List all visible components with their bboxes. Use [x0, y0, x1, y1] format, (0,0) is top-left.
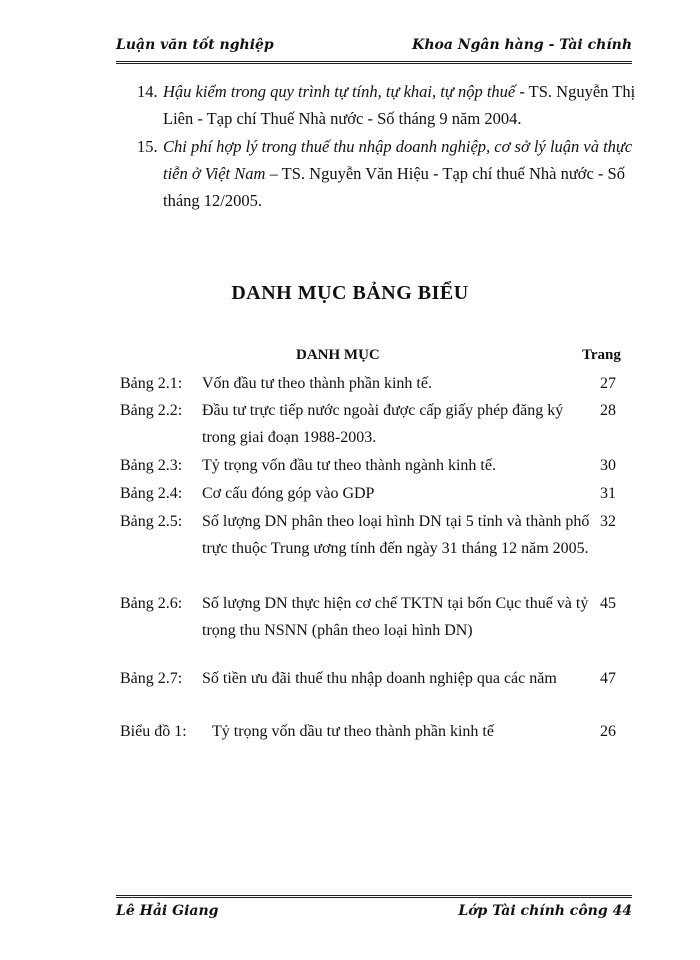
table-page: 27: [600, 375, 616, 392]
table-label: Bảng 2.1:: [120, 375, 183, 392]
table-page: 32: [600, 513, 616, 530]
table-page: 31: [600, 485, 616, 502]
table-description: Số lượng DN phân theo loại hình DN tại 5 tỉnh và thành phố trực thuộc Trung ương tính đến ngày 31 tháng 12 năm 2005.: [202, 513, 590, 557]
section-title: DANH MỤC BẢNG BIỂU: [231, 282, 469, 304]
table-label: Bảng 2.5:: [120, 513, 183, 530]
footer-left: Lê Hải Giang: [116, 903, 219, 919]
table-page: 30: [600, 457, 616, 474]
reference-body: [163, 78, 637, 132]
header-right: Khoa Ngân hàng - Tài chính: [412, 37, 632, 53]
table-description: Cơ cấu đóng góp vào GDP: [202, 485, 375, 502]
reference-details: – TS. Nguyễn Văn Hiệu - Tạp chí thuế Nhà nước - Số tháng 12/2005.: [163, 164, 625, 210]
table-label: Bảng 2.6:: [120, 595, 183, 612]
page-footer: [116, 895, 632, 925]
reference-title: Chi phí hợp lý trong thuế thu nhập doanh nghiệp, cơ sở lý luận và thực tiễn ở Việt Nam: [163, 137, 633, 183]
reference-body: [163, 133, 637, 214]
table-label: Biểu đồ 1:: [120, 723, 187, 740]
page-header: [116, 30, 632, 64]
header-left: Luận văn tốt nghiệp: [116, 37, 274, 53]
table-label: Bảng 2.7:: [120, 670, 183, 687]
table-label: Bảng 2.4:: [120, 485, 183, 502]
table-description: Tỷ trọng vốn đầu tư theo thành ngành kinh tế.: [202, 457, 496, 474]
table-page: 47: [600, 670, 616, 687]
reference-details: - TS. Nguyễn Thị Liên - Tạp chí Thuế Nhà nước - Số tháng 9 năm 2004.: [163, 82, 636, 128]
reference-number: 15.: [137, 137, 158, 156]
table-label: Bảng 2.2:: [120, 402, 183, 419]
table-page: 26: [600, 723, 616, 740]
column-header-list: DANH MỤC: [296, 347, 380, 363]
footer-right: Lớp Tài chính công 44: [458, 903, 632, 919]
table-description: Số tiền ưu đãi thuế thu nhập doanh nghiệp qua các năm: [202, 670, 557, 687]
reference-title: Hậu kiểm trong quy trình tự tính, tự khai, tự nộp thuế: [163, 82, 516, 101]
column-header-page: Trang: [582, 347, 621, 363]
table-description: Số lượng DN thực hiện cơ chế TKTN tại bốn Cục thuế và tỷ trọng thu NSNN (phân theo loại hình DN): [202, 595, 589, 639]
table-page: 28: [600, 402, 616, 419]
reference-item: [137, 78, 637, 132]
reference-number: 14.: [137, 82, 158, 101]
table-description: Vốn đầu tư theo thành phần kinh tế.: [202, 375, 432, 392]
table-page: 45: [600, 595, 616, 612]
reference-item: [137, 133, 637, 214]
table-description: Đầu tư trực tiếp nước ngoài được cấp giấy phép đăng ký trong giai đoạn 1988-2003.: [202, 402, 564, 446]
table-label: Bảng 2.3:: [120, 457, 183, 474]
table-description: Tỷ trọng vốn dầu tư theo thành phần kinh tế: [212, 723, 494, 740]
